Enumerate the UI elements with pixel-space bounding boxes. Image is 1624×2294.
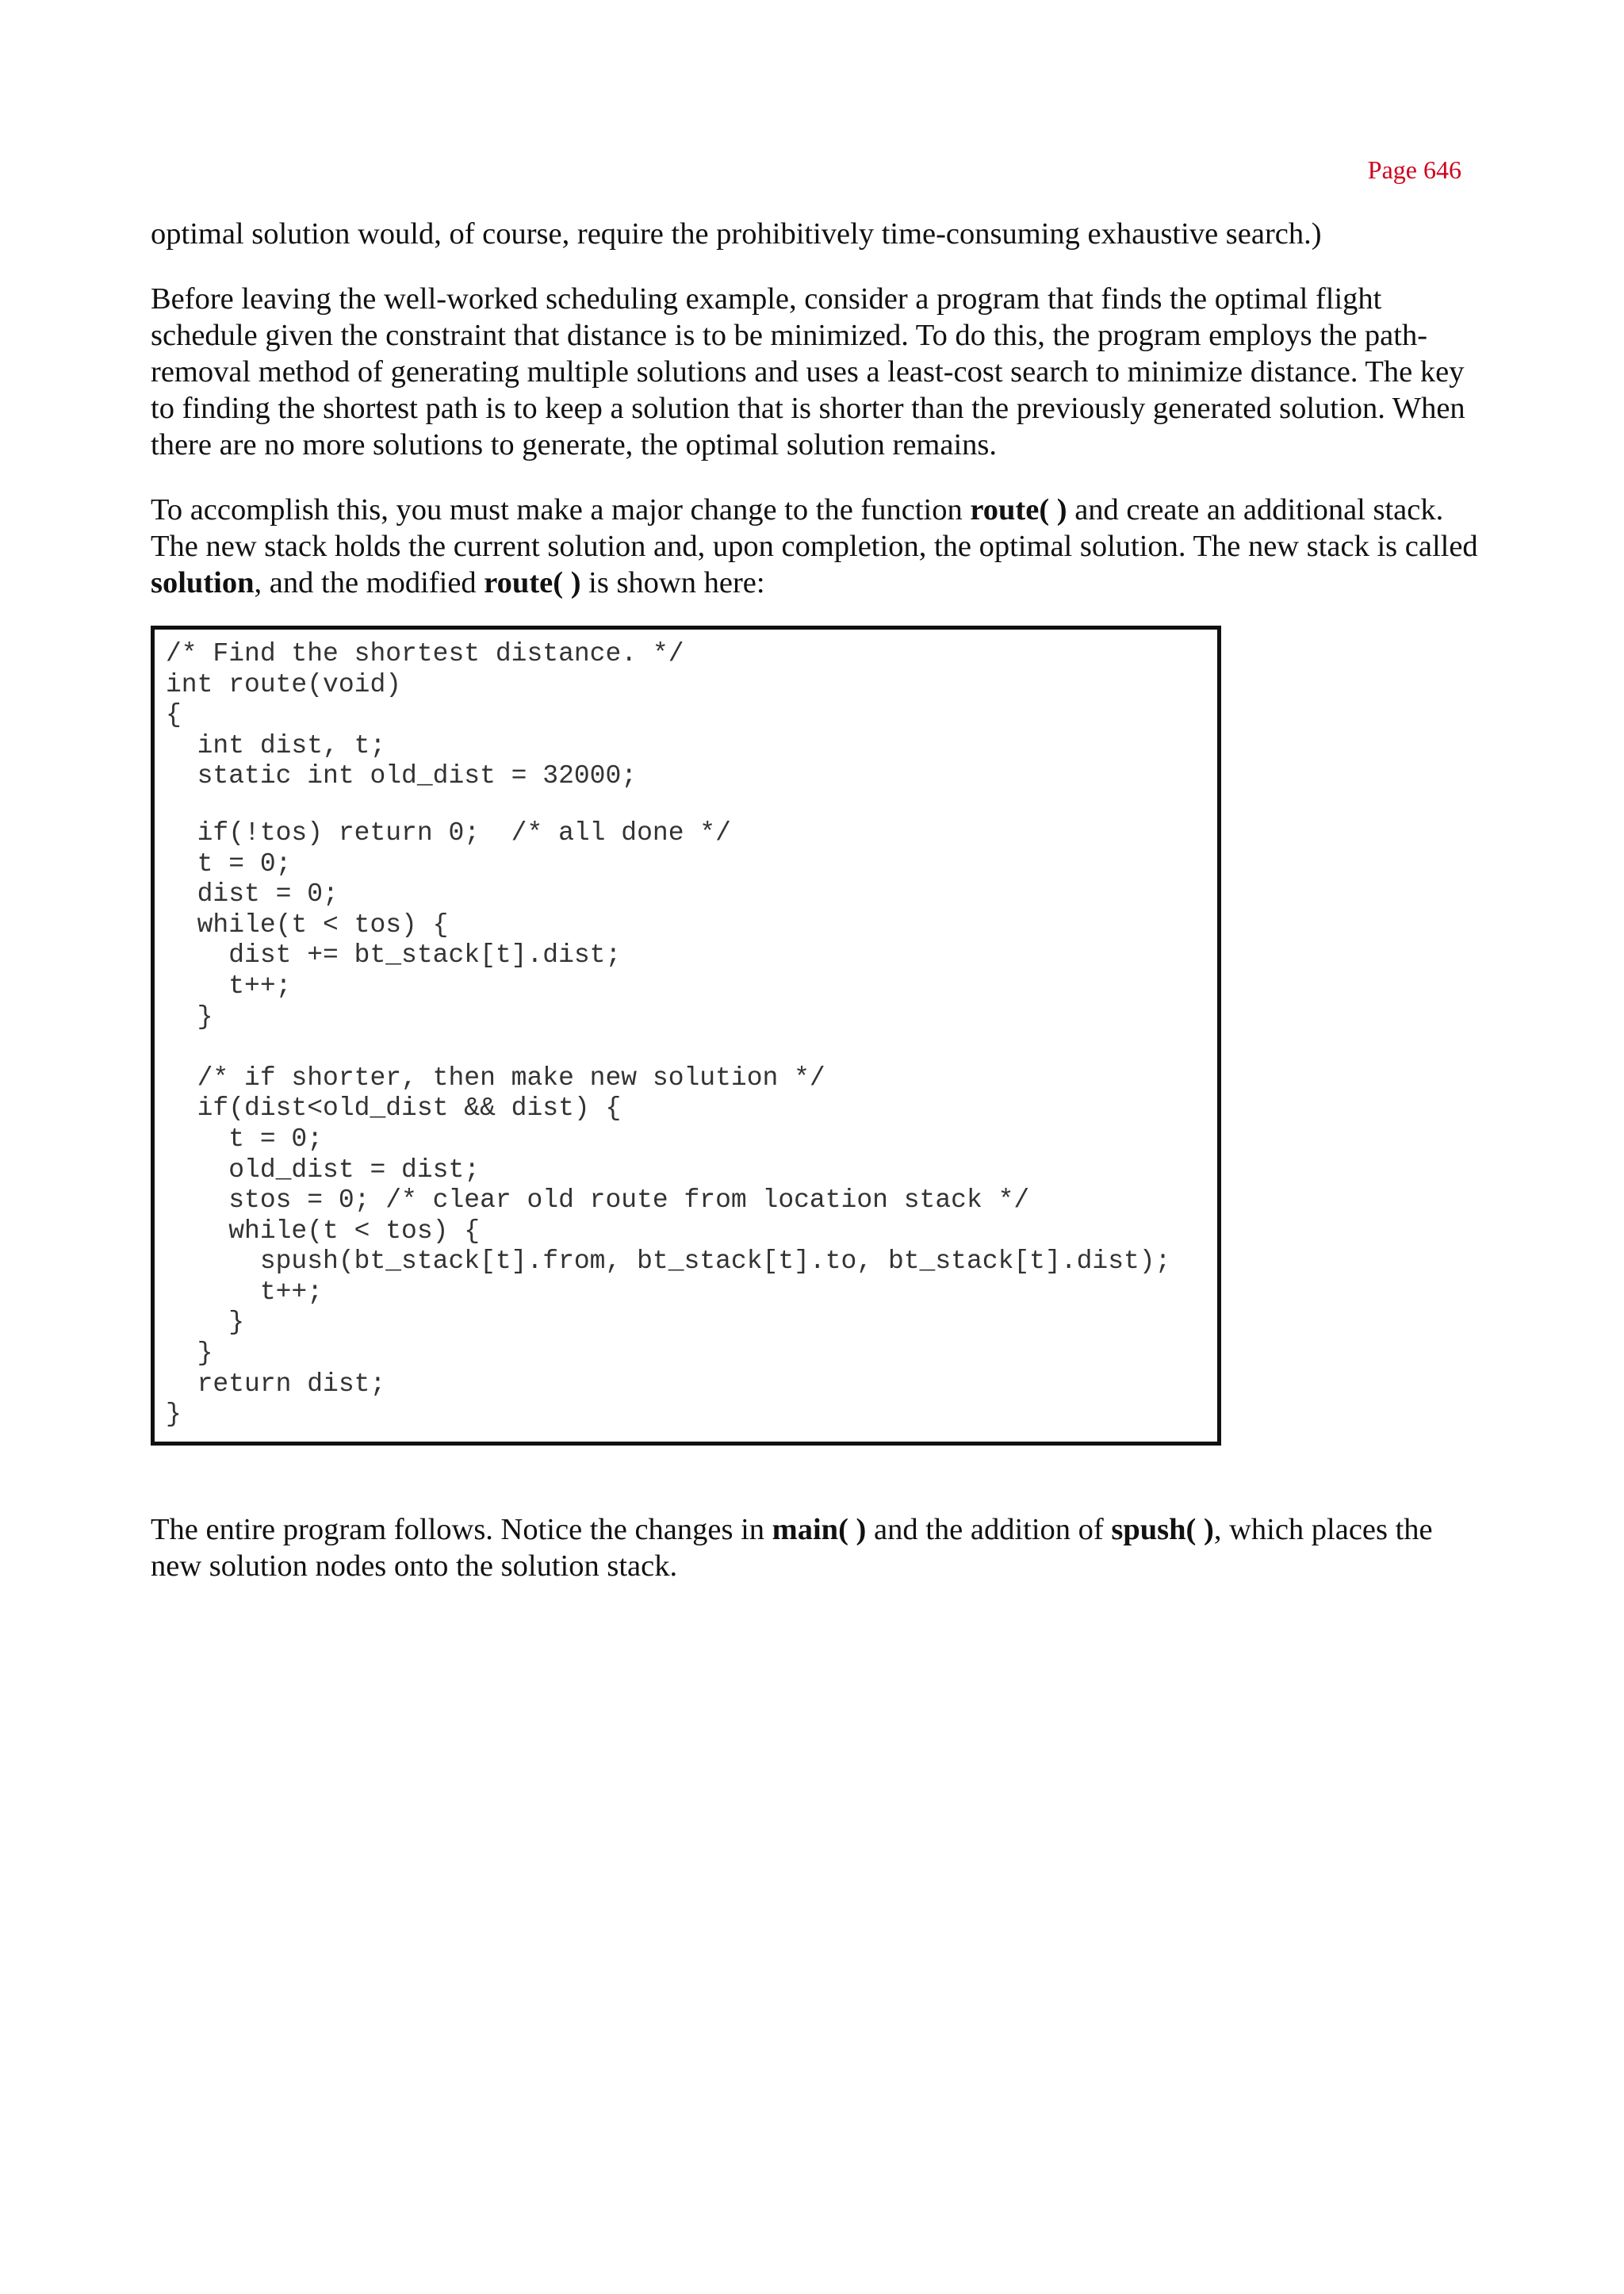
- code-line: return dist;: [166, 1369, 386, 1399]
- code-line: old_dist = dist;: [166, 1155, 481, 1185]
- code-text: [166, 639, 1170, 1430]
- code-line: /* Find the shortest distance. */: [166, 639, 684, 668]
- paragraph-entire-program: [151, 1511, 1483, 1584]
- code-line: while(t < tos) {: [166, 1216, 481, 1246]
- code-block-declarations: [166, 639, 1170, 792]
- paragraph-continuation: [151, 216, 1483, 252]
- code-line: }: [166, 1400, 182, 1430]
- code-term-main: main( ): [772, 1513, 867, 1546]
- code-line: {: [166, 700, 182, 730]
- code-line: int dist, t;: [166, 730, 386, 760]
- code-line: }: [166, 1001, 213, 1032]
- paragraph-route-change: [151, 492, 1483, 601]
- code-line: while(t < tos) {: [166, 910, 449, 940]
- code-line: t = 0;: [166, 1124, 324, 1154]
- paragraph-text: Before leaving the well-worked scheduling example, consider a program that finds the optimal flight schedule given the constraint that distance is to be minimized. To do this, the program employs the path-removal method of generating multiple solutions and uses a least-cost search to minimize distance. The key to finding the shortest path is to keep a solution that is shorter than the previously generated solution. When there are no more solutions to generate, the optimal solution remains.: [151, 282, 1465, 461]
- code-line: dist = 0;: [166, 879, 339, 910]
- code-line: }: [166, 1338, 213, 1369]
- code-term-route: route( ): [484, 566, 581, 599]
- code-line: static int old_dist = 32000;: [166, 761, 638, 791]
- page-number: Page 646: [1367, 155, 1461, 184]
- code-block-body: [166, 818, 1170, 1430]
- code-line: }: [166, 1308, 245, 1338]
- paragraph-text: optimal solution would, of course, require the prohibitively time-consuming exhaustive search.): [151, 217, 1322, 251]
- code-line: t = 0;: [166, 848, 292, 879]
- code-line: t++;: [166, 1277, 324, 1307]
- code-term-spush: spush( ): [1111, 1513, 1214, 1546]
- code-term-route: route( ): [970, 493, 1067, 527]
- code-listing: [151, 626, 1221, 1446]
- code-spacer: [166, 792, 1170, 818]
- text-run: and create an additional stack. The new stack holds the current solution and, upon completion, the optimal solution. The new stack is called: [151, 493, 1478, 563]
- text-run: The entire program follows. Notice the changes in: [151, 1513, 772, 1546]
- text-run: , and the modified: [254, 566, 485, 599]
- code-line: dist += bt_stack[t].dist;: [166, 940, 622, 971]
- text-run: To accomplish this, you must make a major change to the function: [151, 493, 971, 527]
- code-line: stos = 0; /* clear old route from location stack */: [166, 1185, 1030, 1216]
- paragraph-text: [151, 1511, 1483, 1584]
- text-run: , which places the new solution nodes onto the solution stack.: [151, 1513, 1433, 1583]
- code-line: [166, 1032, 1170, 1063]
- code-line: int route(void): [166, 669, 402, 699]
- code-line: /* if shorter, then make new solution */: [166, 1063, 825, 1093]
- code-line: t++;: [166, 971, 292, 1001]
- text-run: and the addition of: [866, 1513, 1112, 1546]
- code-term-solution: solution: [151, 566, 255, 599]
- text-run: is shown here:: [580, 566, 765, 599]
- code-line: spush(bt_stack[t].from, bt_stack[t].to, bt_stack[t].dist);: [166, 1247, 1171, 1277]
- paragraph-intro: [151, 281, 1483, 463]
- paragraph-text: [151, 492, 1483, 601]
- code-line: if(dist<old_dist && dist) {: [166, 1093, 622, 1124]
- code-line: if(!tos) return 0; /* all done */: [166, 818, 731, 848]
